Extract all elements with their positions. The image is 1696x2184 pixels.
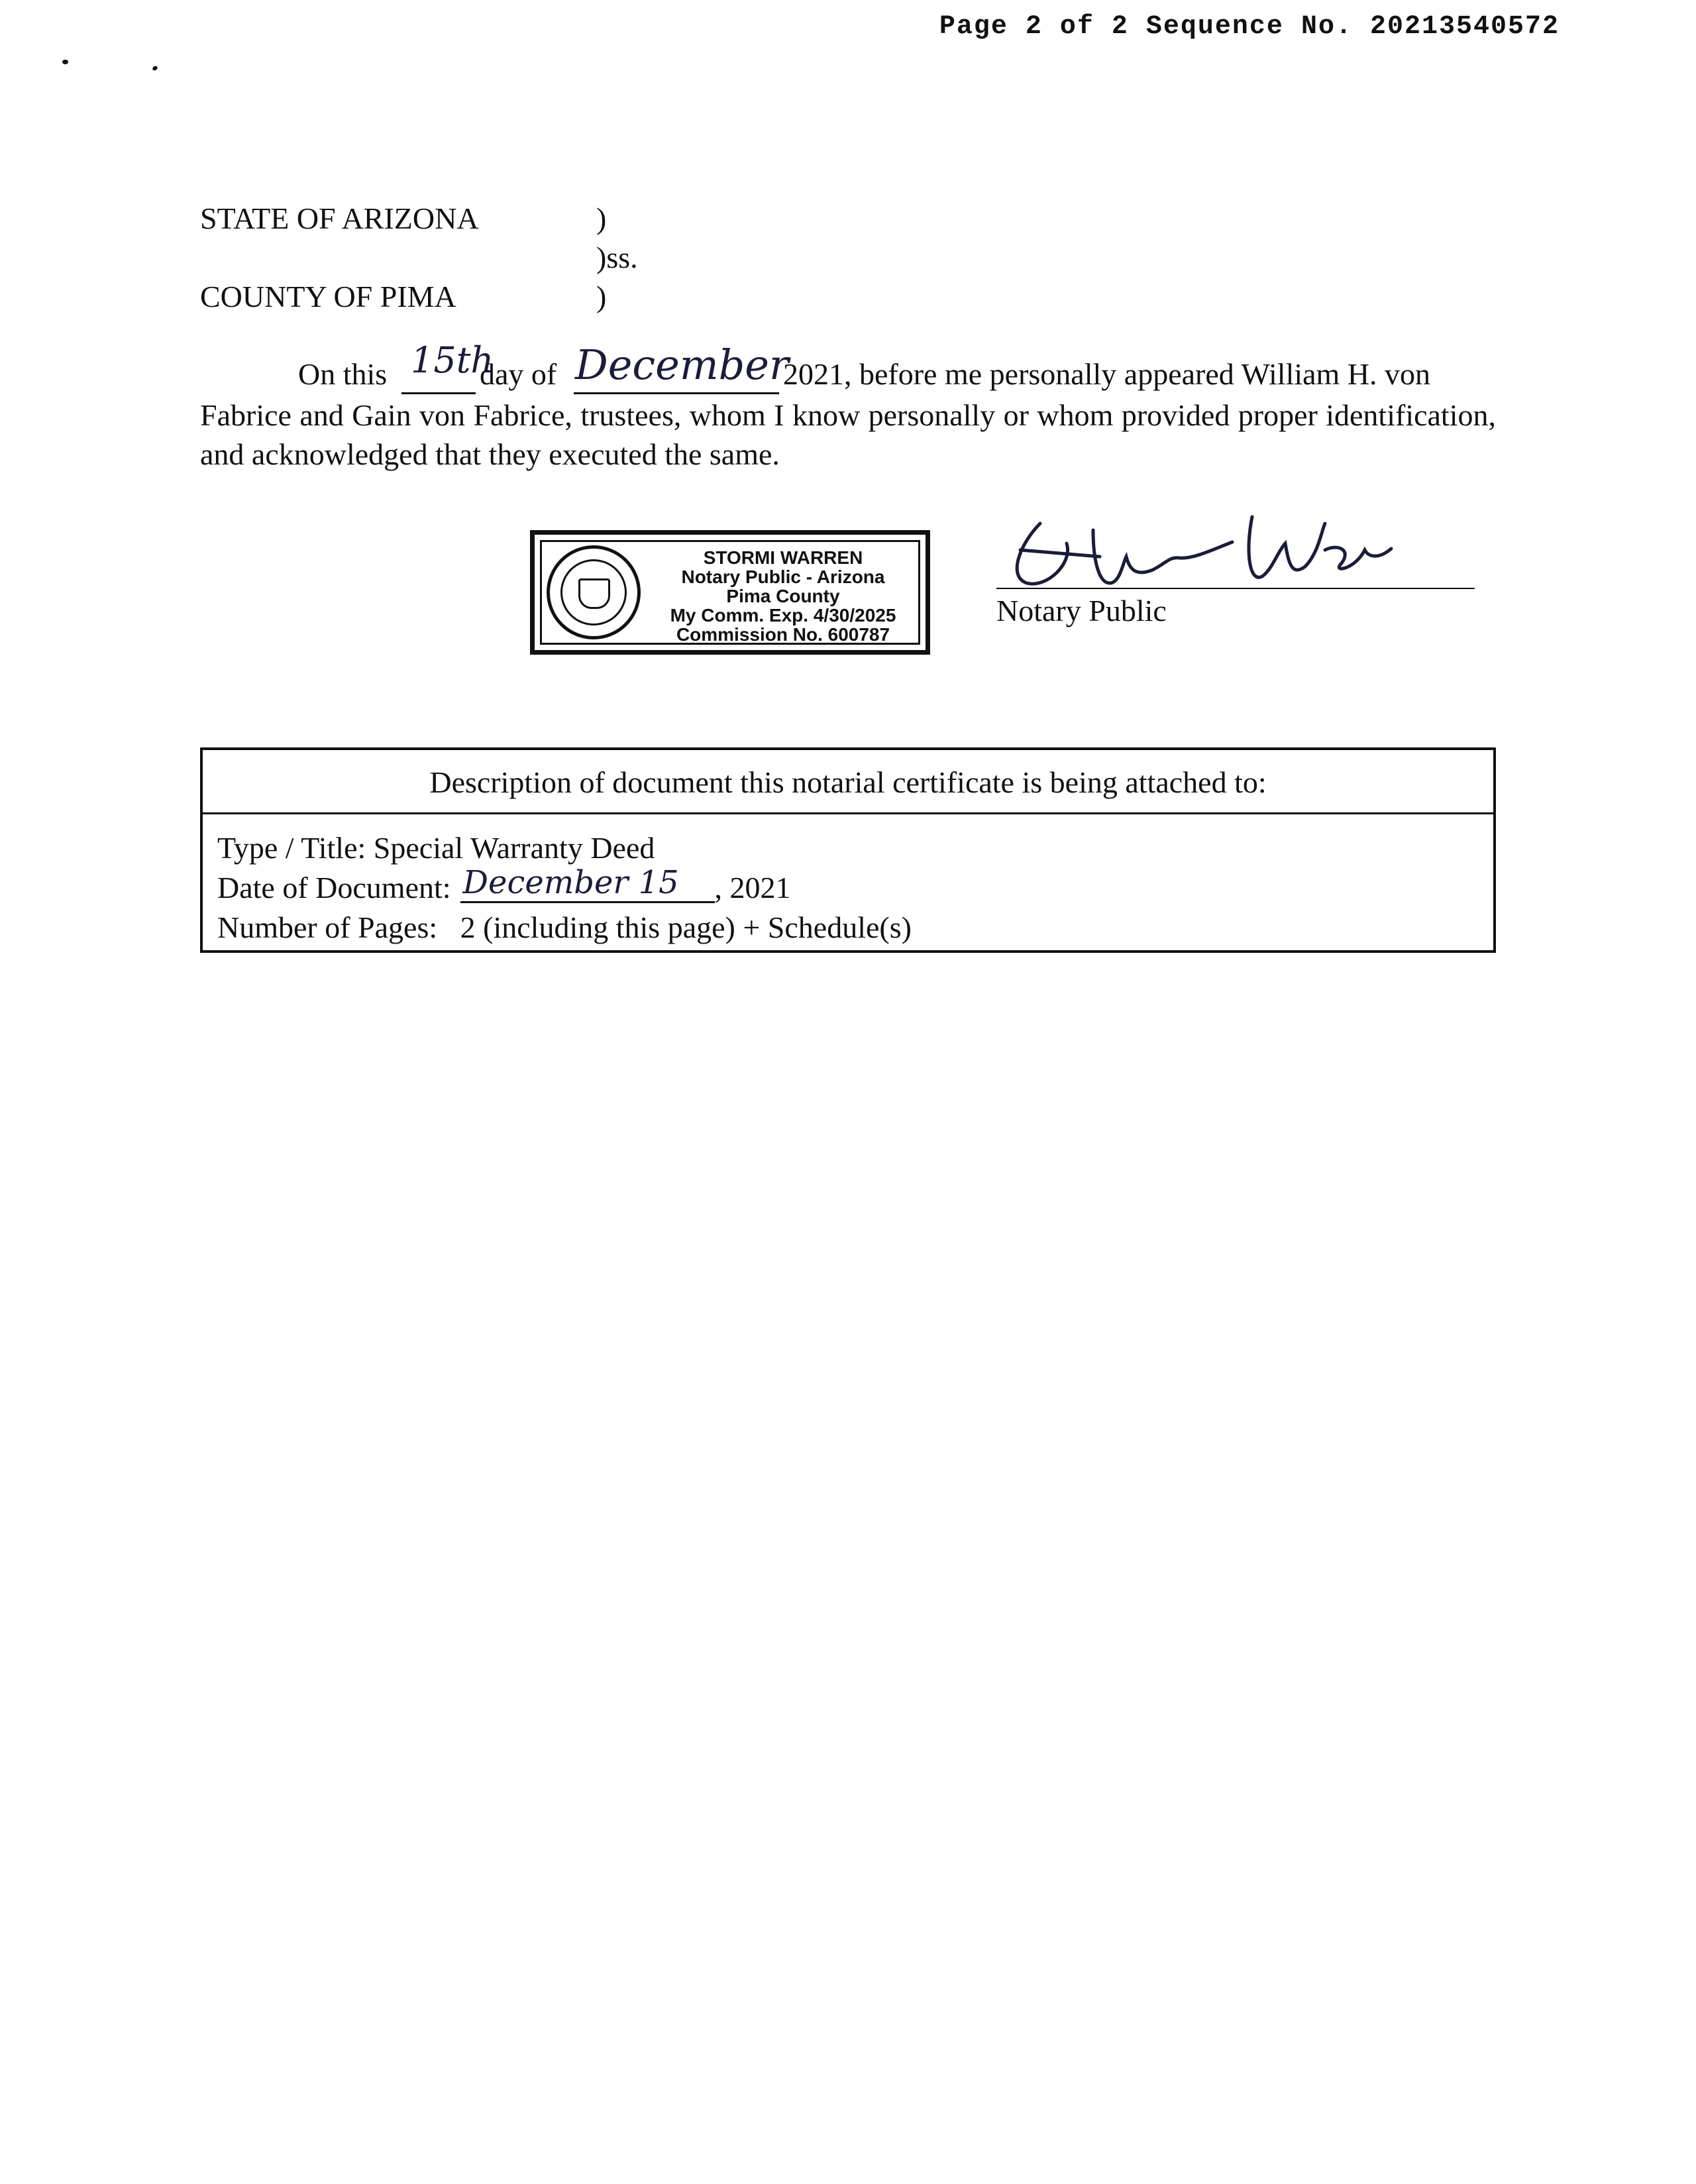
stamp-text bbox=[647, 548, 919, 644]
pages-label: Number of Pages: bbox=[217, 910, 438, 944]
stamp-line-expiry: My Comm. Exp. 4/30/2025 bbox=[670, 605, 896, 626]
venue-paren-bottom: ) bbox=[596, 280, 607, 313]
scan-speck bbox=[152, 65, 158, 71]
stamp-line-commission: Commission No. 600787 bbox=[676, 624, 890, 645]
month-handwritten: December bbox=[575, 341, 789, 389]
ack-day-of: day of bbox=[480, 357, 557, 391]
description-body bbox=[217, 828, 912, 948]
arizona-seal-icon bbox=[547, 545, 641, 639]
pages-value: 2 (including this page) + Schedule(s) bbox=[460, 910, 912, 944]
ack-paragraph: Fabrice and Gain von Fabrice, trustees, whom I know personally or whom provided proper identification, and acknowledged that they executed the same. bbox=[200, 398, 1496, 471]
date-blank-wrap bbox=[460, 864, 715, 903]
venue-county: COUNTY OF PIMA bbox=[200, 280, 456, 313]
month-blank bbox=[574, 392, 779, 394]
date-year: , 2021 bbox=[714, 871, 791, 904]
venue-ss: )ss. bbox=[596, 241, 638, 274]
pages-spacer bbox=[437, 910, 460, 944]
scan-speck bbox=[62, 60, 68, 64]
page-sequence-header: Page 2 of 2 Sequence No. 20213540572 bbox=[939, 12, 1560, 42]
date-row bbox=[217, 864, 912, 908]
date-handwritten: December 15 bbox=[462, 864, 679, 901]
seal-ring bbox=[560, 559, 627, 626]
description-heading: Description of document this notarial certificate is being attached to: bbox=[203, 750, 1493, 814]
venue-state: STATE OF ARIZONA bbox=[200, 201, 479, 235]
ack-prefix: On this bbox=[298, 357, 388, 391]
day-blank bbox=[401, 392, 476, 394]
notary-public-label: Notary Public bbox=[996, 594, 1167, 628]
stamp-line-county: Pima County bbox=[726, 586, 840, 606]
type-title-row: Type / Title: Special Warranty Deed bbox=[217, 831, 655, 865]
date-label: Date of Document: bbox=[217, 871, 451, 904]
pages-row bbox=[217, 908, 912, 948]
signature-line bbox=[996, 588, 1475, 589]
day-handwritten: 15th bbox=[411, 339, 494, 381]
venue-paren-top: ) bbox=[596, 201, 607, 235]
seal-shield-icon bbox=[578, 578, 610, 609]
ack-first-line-rest: 2021, before me personally appeared William H. von bbox=[783, 357, 1431, 391]
stamp-line-title: Notary Public - Arizona bbox=[681, 567, 885, 587]
stamp-line-name: STORMI WARREN bbox=[703, 547, 863, 568]
notary-signature bbox=[994, 504, 1418, 596]
document-description-box bbox=[200, 747, 1496, 953]
notary-stamp bbox=[530, 530, 930, 655]
